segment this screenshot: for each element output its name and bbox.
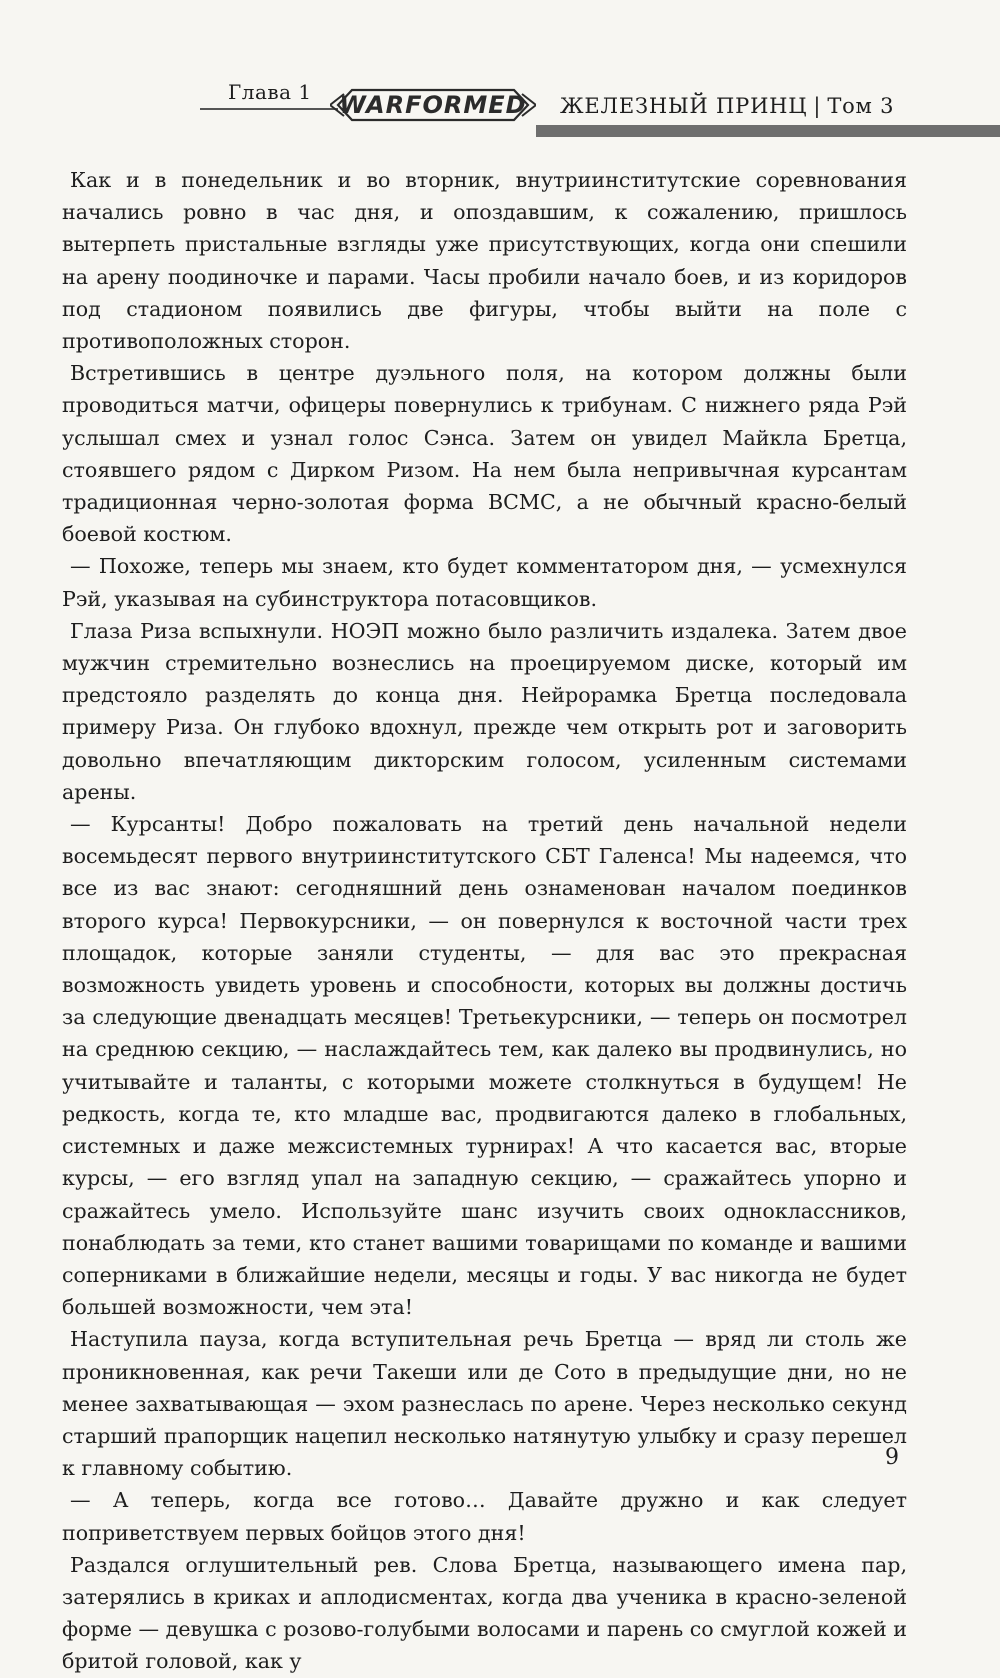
paragraph: — Курсанты! Добро пожаловать на третий день начальной недели восемьдесят первого внутриинститутского СБТ Галенса! Мы надеемся, что все из вас знают: сегодняшний день ознаменован началом поединков второго курса! Первокурсники, — он повернулся к восточной части трех площадок, которые заняли студенты, — для вас это прекрасная возможность увидеть уровень и способности, которых вы должны достичь за следующие двенадцать месяцев! Третьекурсники, — теперь он посмотрел на среднюю секцию, — наслаждайтесь тем, как далеко вы продвинулись, но учитывайте и таланты, с которыми можете столкнуться в будущем! Не редкость, когда те, кто младше вас, продвигаются далеко в глобальных, системных и даже межсистемных турнирах! А что касается вас, вторые курсы, — его взгляд упал на западную секцию, — сражайтесь упорно и сражайтесь умело. Используйте шанс изучить своих одноклассников, понаблюдать за теми, кто станет вашими товарищами по команде и вашими соперниками в ближайшие недели, месяцы и годы. У вас никогда не будет большей возможности, чем эта! [62,812,907,1320]
paragraph: Как и в понедельник и во вторник, внутриинститутские соревнования начались ровно в час дня, и опоздавшим, к сожалению, пришлось вытерпеть пристальные взгляды уже присутствующих, когда они спешили на арену поодиночке и парами. Часы пробили начало боев, и из коридоров под стадионом появились две фигуры, чтобы выйти на поле с противоположных сторон. [62,168,907,354]
chapter-label: Глава 1 [228,80,312,104]
paragraph: Наступила пауза, когда вступительная речь Бретца — вряд ли столь же проникновенная, как речи Такеши или де Сото в предыдущие дни, но не менее захватывающая — эхом разнеслась по арене. Через несколько секунд старший прапорщик нацепил несколько натянутую улыбку и сразу перешел к главному событию. [62,1327,907,1481]
series-title [560,94,894,118]
warformed-logo [330,86,536,124]
body-text [62,164,907,1678]
volume-label: Том 3 [827,94,895,118]
running-header [0,70,1000,140]
logo-text: WARFORMED [339,91,527,119]
paragraph: Раздался оглушительный рев. Слова Бретца, называющего имена пар, затерялись в криках и аплодисментах, когда два ученика в красно-зеленой форме — девушка с розово-голубыми волосами и парень со смуглой кожей и бритой головой, как у [62,1552,907,1674]
page-number: 9 [885,1445,899,1470]
paragraph: — А теперь, когда все готово… Давайте дружно и как следует поприветствуем первых бойцов этого дня! [62,1488,907,1545]
header-rule-left [200,108,338,110]
paragraph: Встретившись в центре дуэльного поля, на котором должны были проводиться матчи, офицеры повернулись к трибунам. С нижнего ряда Рэй услышал смех и узнал голос Сэнса. Затем он увидел Майкла Бретца, стоявшего рядом с Дирком Ризом. На нем была непривычная курсантам традиционная черно-золотая форма ВСМС, а не обычный красно-белый боевой костюм. [62,361,907,547]
header-bar-right [536,125,1000,137]
paragraph: Глаза Риза вспыхнули. НОЭП можно было различить издалека. Затем двое мужчин стремительно вознеслись на проецируемом диске, который им предстояло разделять до конца дня. Нейрорамка Бретца последовала примеру Риза. Он глубоко вдохнул, прежде чем открыть рот и заговорить довольно впечатляющим дикторским голосом, усиленным системами арены. [62,618,907,804]
book-title: ЖЕЛЕЗНЫЙ ПРИНЦ [560,94,808,118]
paragraph: — Похоже, теперь мы знаем, кто будет комментатором дня, — усмехнулся Рэй, указывая на субинструктора потасовщиков. [62,554,907,611]
title-separator: | [813,94,822,118]
